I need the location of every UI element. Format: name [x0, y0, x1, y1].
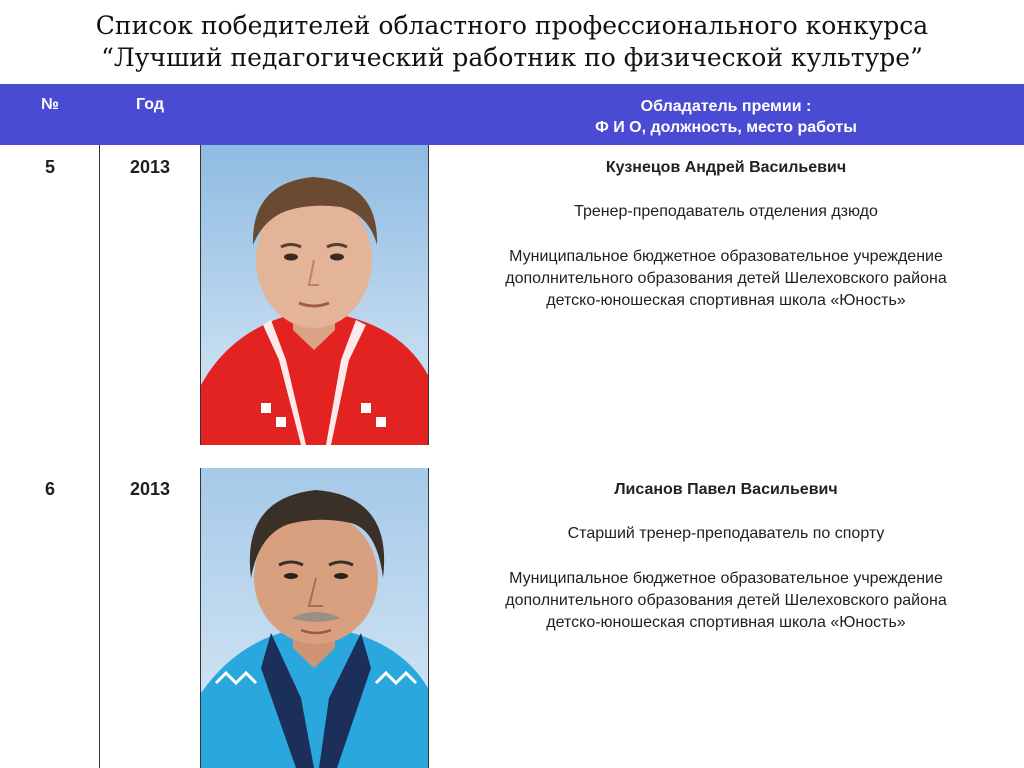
column-divider [99, 145, 100, 768]
row-year: 2013 [129, 157, 171, 177]
winner-info [428, 479, 1024, 634]
row-year: 2013 [129, 479, 171, 499]
portrait-photo [200, 145, 429, 445]
page-title [0, 10, 1024, 74]
header-number: № [41, 96, 59, 113]
row-number: 6 [44, 479, 55, 499]
title-line-1: Список победителей областного профессионального конкурса [95, 11, 929, 40]
winner-info [428, 157, 1024, 312]
header-year: Год [136, 96, 164, 113]
winner-organization: Муниципальное бюджетное образовательное учреждение дополнительного образования детей Шелеховского района детско-юношеская спортивная школа «Юность» [505, 570, 947, 631]
portrait-photo [200, 468, 429, 768]
winner-position: Тренер-преподаватель отделения дзюдо [574, 203, 878, 220]
winner-position: Старший тренер-преподаватель по спорту [567, 525, 885, 542]
title-line-2: “Лучший педагогический работник по физической культуре” [101, 43, 923, 72]
table-header [0, 84, 1024, 145]
header-owner-line-2: Ф И О, должность, место работы [595, 119, 857, 136]
winner-name: Кузнецов Андрей Васильевич [605, 159, 847, 176]
row-number: 5 [44, 157, 55, 177]
winner-organization: Муниципальное бюджетное образовательное учреждение дополнительного образования детей Шелеховского района детско-юношеская спортивная школа «Юность» [505, 248, 947, 309]
header-owner [428, 96, 1024, 138]
winner-name: Лисанов Павел Васильевич [614, 481, 838, 498]
header-owner-line-1: Обладатель премии : [640, 98, 812, 115]
